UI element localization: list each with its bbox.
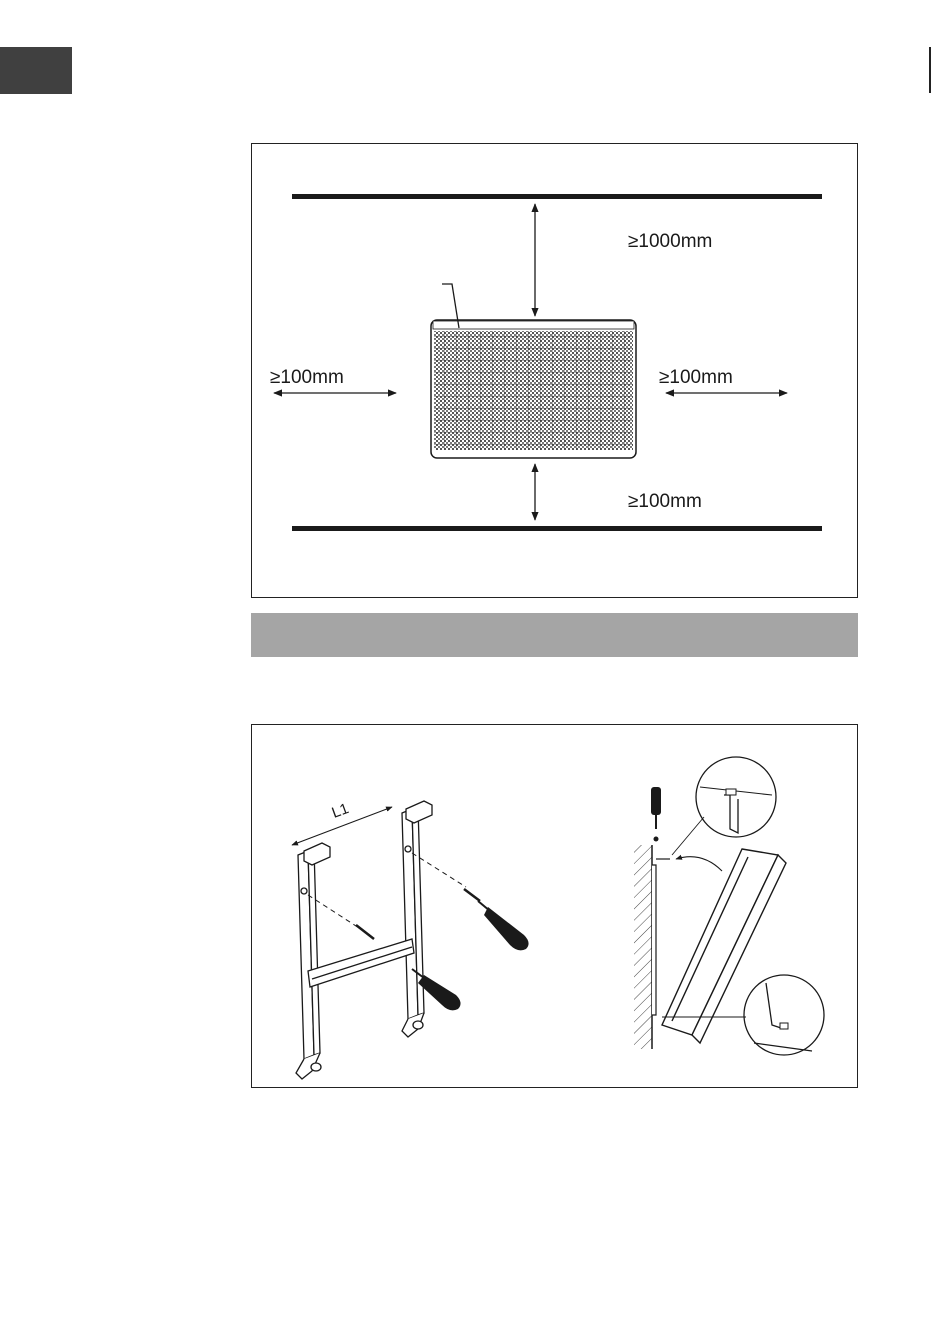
screwdriver-vertical-icon	[651, 787, 661, 842]
wall-mounting-drawing	[252, 725, 859, 1089]
crop-mark-top-right	[929, 47, 931, 93]
right-clearance-label: ≥100mm	[659, 367, 733, 388]
l1-dimension-label: L1	[329, 800, 352, 822]
wall-mounting-diagram	[251, 724, 858, 1088]
clearance-diagram	[251, 143, 858, 598]
wall-section	[634, 845, 652, 1049]
screw-left	[356, 925, 374, 939]
bottom-clearance-label: ≥100mm	[628, 491, 702, 512]
mounting-bracket	[296, 801, 432, 1079]
screw-right	[464, 889, 480, 901]
detail-circle-top	[696, 757, 776, 837]
wall-bracket	[652, 865, 656, 1015]
screwdriver-upper-icon	[478, 901, 529, 950]
language-tab	[0, 47, 72, 94]
ceiling-line	[292, 194, 822, 199]
left-clearance-label: ≥100mm	[270, 367, 344, 388]
section-heading-bar	[251, 613, 858, 657]
floor-line	[292, 526, 822, 531]
heater-panel	[431, 320, 636, 458]
tilt-arrow	[676, 857, 722, 871]
detail-circle-bottom	[744, 975, 824, 1055]
detail-leader-top	[672, 817, 704, 855]
top-clearance-label: ≥1000mm	[628, 231, 713, 252]
clearance-diagram-drawing	[252, 144, 859, 599]
